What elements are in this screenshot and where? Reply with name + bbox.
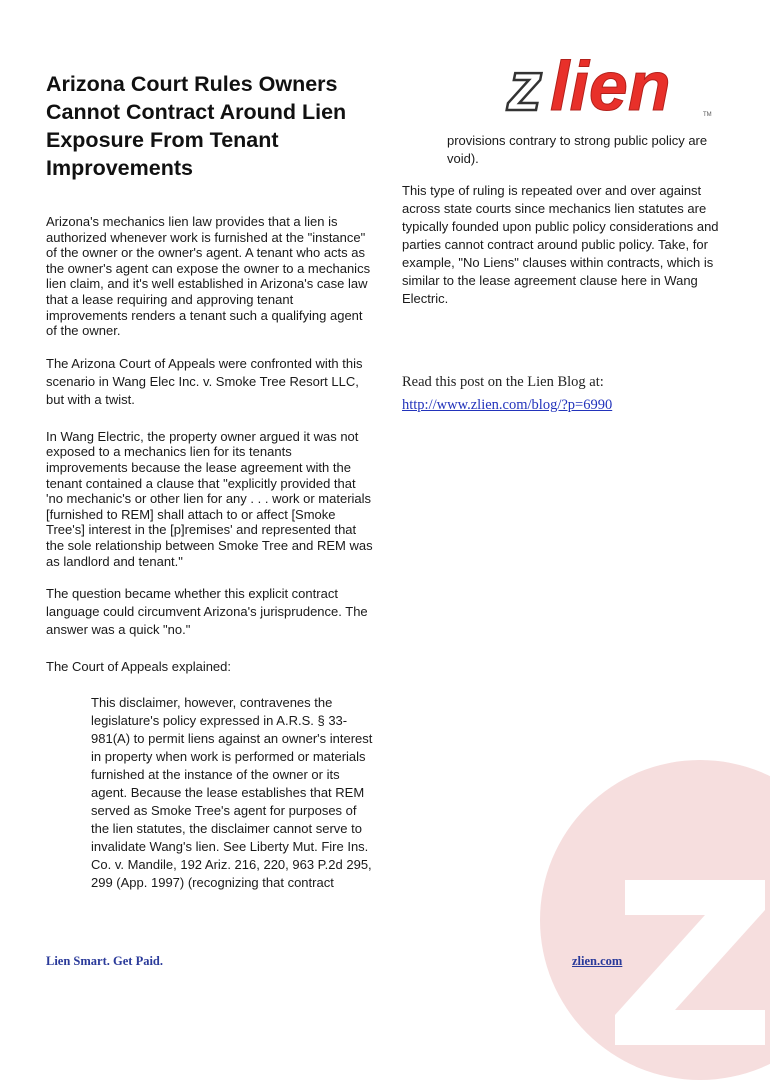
paragraph-wang-electric: In Wang Electric, the property owner argued it was not exposed to a mechanics lien for its tenants improvements because the lease agreement with the tenant contained a clause that "explicitly provided that 'no mechanic's or other lien for any . . . work or materials [furnished to REM] shall attach to or affect [Smoke Tree's] interest in the [p]remises' and represented that the sole relationship between Smoke Tree and REM was as landlord and tenant."	[46, 428, 373, 569]
paragraph-court-explained: The Court of Appeals explained:	[46, 659, 232, 675]
paragraph-scenario: The Arizona Court of Appeals were confronted with this scenario in Wang Elec Inc. v. Smoke Tree Resort LLC, but with a twist.	[46, 355, 363, 407]
zlien-logo	[505, 44, 720, 124]
footer-tagline: Lien Smart. Get Paid.	[46, 954, 164, 968]
court-blockquote: This disclaimer, however, contravenes the legislature's policy expressed in A.R.S. § 33-981(A) to permit liens against an owner's interest in property when work is performed or materials furnished at the instance of the owner or its agent. Because the lease establishes that REM served as Smoke Tree's agent for purposes of the lien statutes, the disclaimer cannot serve to invalidate Wang's lien. See Liberty Mut. Fire Ins. Co. v. Mandile, 192 Ariz. 216, 220, 963 P.2d 295, 299 (App. 1997) (recognizing that contract	[91, 694, 373, 890]
footer-site-link[interactable]: zlien.com	[572, 954, 623, 968]
paragraph-public-policy: This type of ruling is repeated over and over against across state courts since mechanics lien statutes are typically founded upon public policy considerations and parties cannot contract around public policy. Take, for example, "No Liens" clauses within contracts, which is similar to the lease agreement clause here in Wang Electric.	[402, 183, 719, 306]
blog-post-link[interactable]: http://www.zlien.com/blog/?p=6990	[402, 396, 613, 413]
right-column	[402, 132, 732, 414]
paragraph-intro: Arizona's mechanics lien law provides that a lien is authorized whenever work is furnished at the "instance" of the owner or the owner's agent. A tenant who acts as the owner's agent can expose the owner to a mechanics lien claim, and it's well established in Arizona's case law that a lease requiring and approving tenant improvements renders a tenant such a qualifying agent of the owner.	[46, 214, 371, 339]
svg-text:lien: lien	[550, 47, 671, 124]
left-column	[46, 70, 376, 892]
article-title: Arizona Court Rules Owners Cannot Contract Around Lien Exposure From Tenant Improvements	[46, 72, 347, 180]
zlien-watermark-icon	[540, 760, 770, 1080]
svg-text:z: z	[507, 47, 542, 124]
paragraph-question: The question became whether this explicit contract language could circumvent Arizona's jurisprudence. The answer was a quick "no."	[46, 586, 368, 638]
svg-text:TM: TM	[703, 112, 712, 118]
quote-continuation: provisions contrary to strong public policy are void).	[447, 133, 708, 166]
read-post-label: Read this post on the Lien Blog at:	[402, 374, 604, 390]
